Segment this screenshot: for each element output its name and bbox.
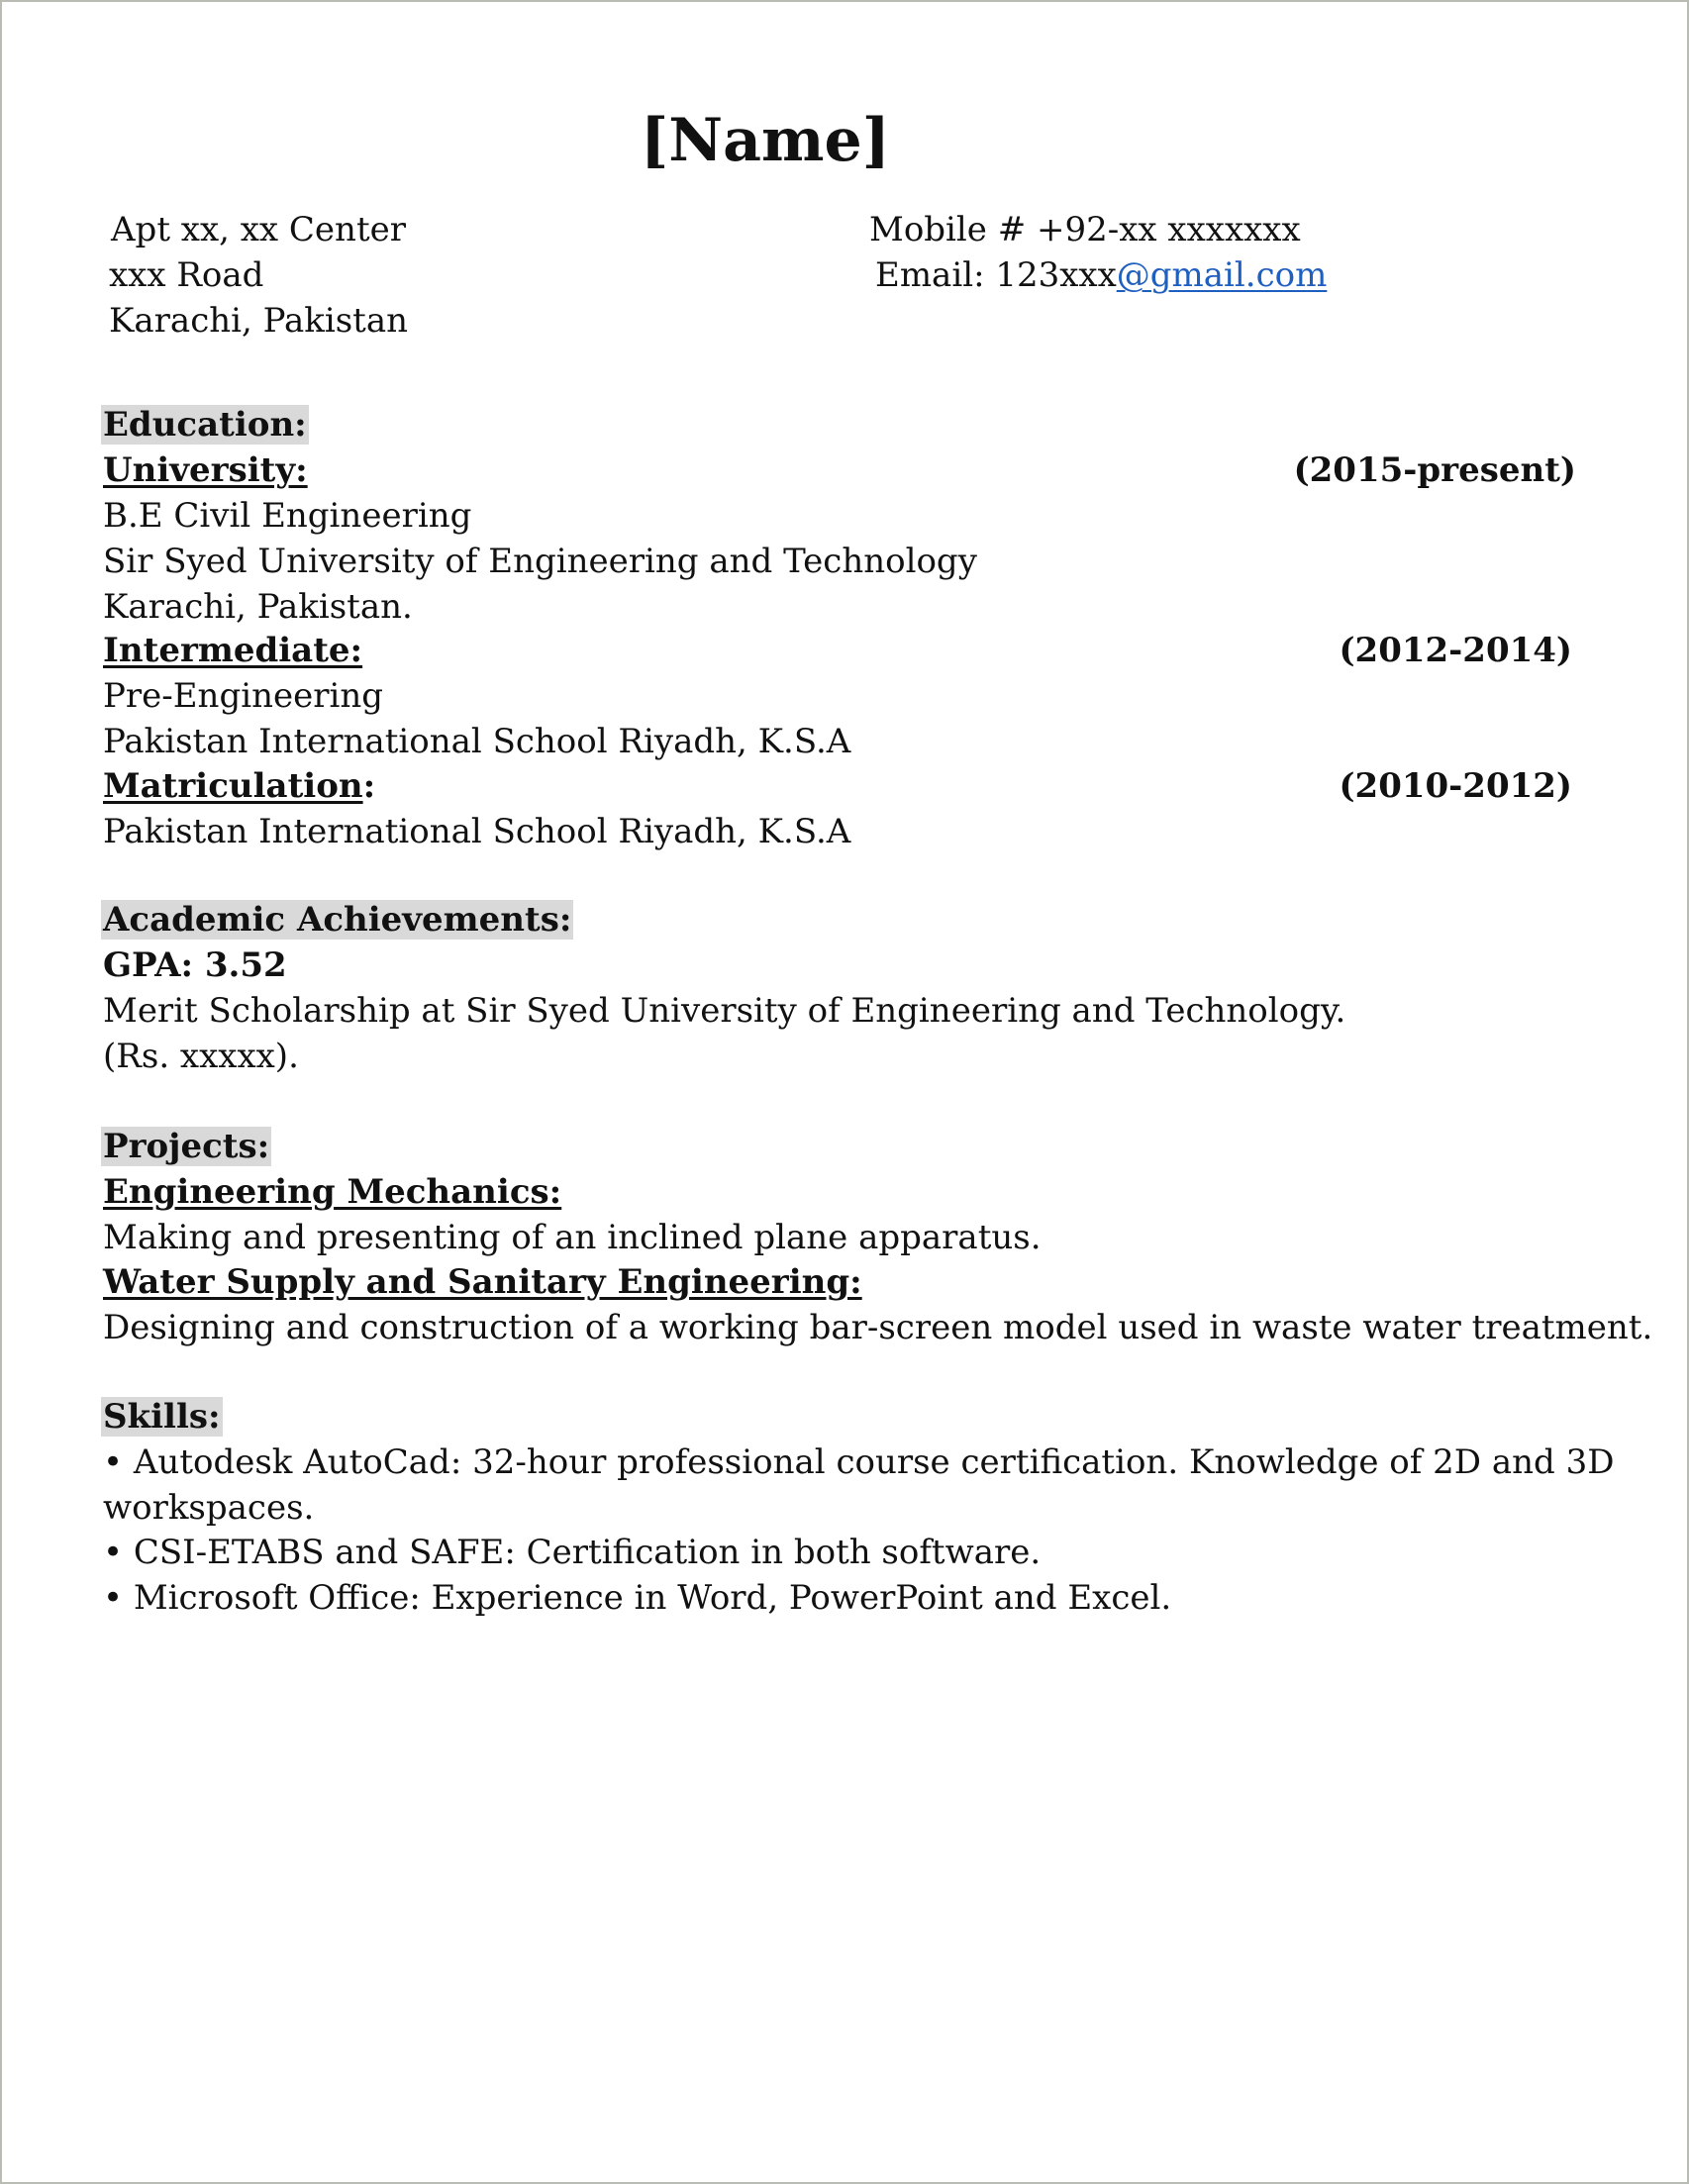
university-degree: B.E Civil Engineering (103, 496, 472, 536)
email-label: Email: 123xxx (875, 255, 1117, 295)
address-line-1: Apt xx, xx Center (111, 210, 406, 249)
achievements-heading (101, 897, 573, 943)
skill-autocad: • Autodesk AutoCad: 32-hour professional course certification. Knowledge of 2D and 3D (103, 1442, 1615, 1482)
intermediate-dates: (2012-2014) (1339, 631, 1572, 670)
university-dates: (2015-present) (1293, 450, 1576, 490)
intermediate-school: Pakistan International School Riyadh, K.S.A (103, 722, 851, 761)
project-1-desc: Making and presenting of an inclined plane apparatus. (103, 1218, 1042, 1257)
scholarship-line: Merit Scholarship at Sir Syed University of Engineering and Technology. (103, 991, 1346, 1031)
skill-etabs: • CSI-ETABS and SAFE: Certification in both software. (103, 1533, 1042, 1572)
gpa: GPA: 3.52 (103, 945, 287, 985)
matriculation-school: Pakistan International School Riyadh, K.S.A (103, 812, 851, 851)
address-line-2: xxx Road (109, 255, 264, 295)
intermediate-program: Pre-Engineering (103, 676, 384, 716)
address-line-3: Karachi, Pakistan (109, 301, 408, 341)
intermediate-label: Intermediate: (103, 631, 363, 670)
mobile-number: Mobile # +92-xx xxxxxxx (869, 210, 1301, 249)
university-name: Sir Syed University of Engineering and Technology (103, 542, 977, 581)
resume-name: [Name] (640, 106, 891, 175)
skill-office: • Microsoft Office: Experience in Word, PowerPoint and Excel. (103, 1578, 1172, 1618)
skill-autocad-cont: workspaces. (103, 1488, 315, 1528)
scholarship-amount: (Rs. xxxxx). (103, 1037, 299, 1076)
university-location: Karachi, Pakistan. (103, 587, 413, 627)
project-1-title: Engineering Mechanics: (103, 1172, 562, 1212)
matriculation-colon: : (362, 766, 376, 806)
projects-heading (101, 1124, 271, 1169)
matriculation-label: Matriculation (103, 766, 363, 806)
matriculation-dates: (2010-2012) (1339, 766, 1572, 806)
achievements-heading-text: Academic Achievements: (103, 900, 572, 940)
email-link[interactable]: @gmail.com (1116, 255, 1328, 295)
skills-heading-text: Skills: (103, 1397, 221, 1437)
university-label: University: (103, 450, 308, 490)
project-2-title: Water Supply and Sanitary Engineering: (103, 1262, 862, 1302)
project-2-desc: Designing and construction of a working bar-screen model used in waste water treatment. (103, 1308, 1653, 1347)
email-line (875, 252, 1327, 298)
skills-heading (101, 1394, 223, 1439)
matriculation-row (103, 763, 375, 809)
education-heading-text: Education: (103, 405, 307, 445)
projects-heading-text: Projects: (103, 1127, 270, 1166)
education-heading (101, 402, 309, 447)
